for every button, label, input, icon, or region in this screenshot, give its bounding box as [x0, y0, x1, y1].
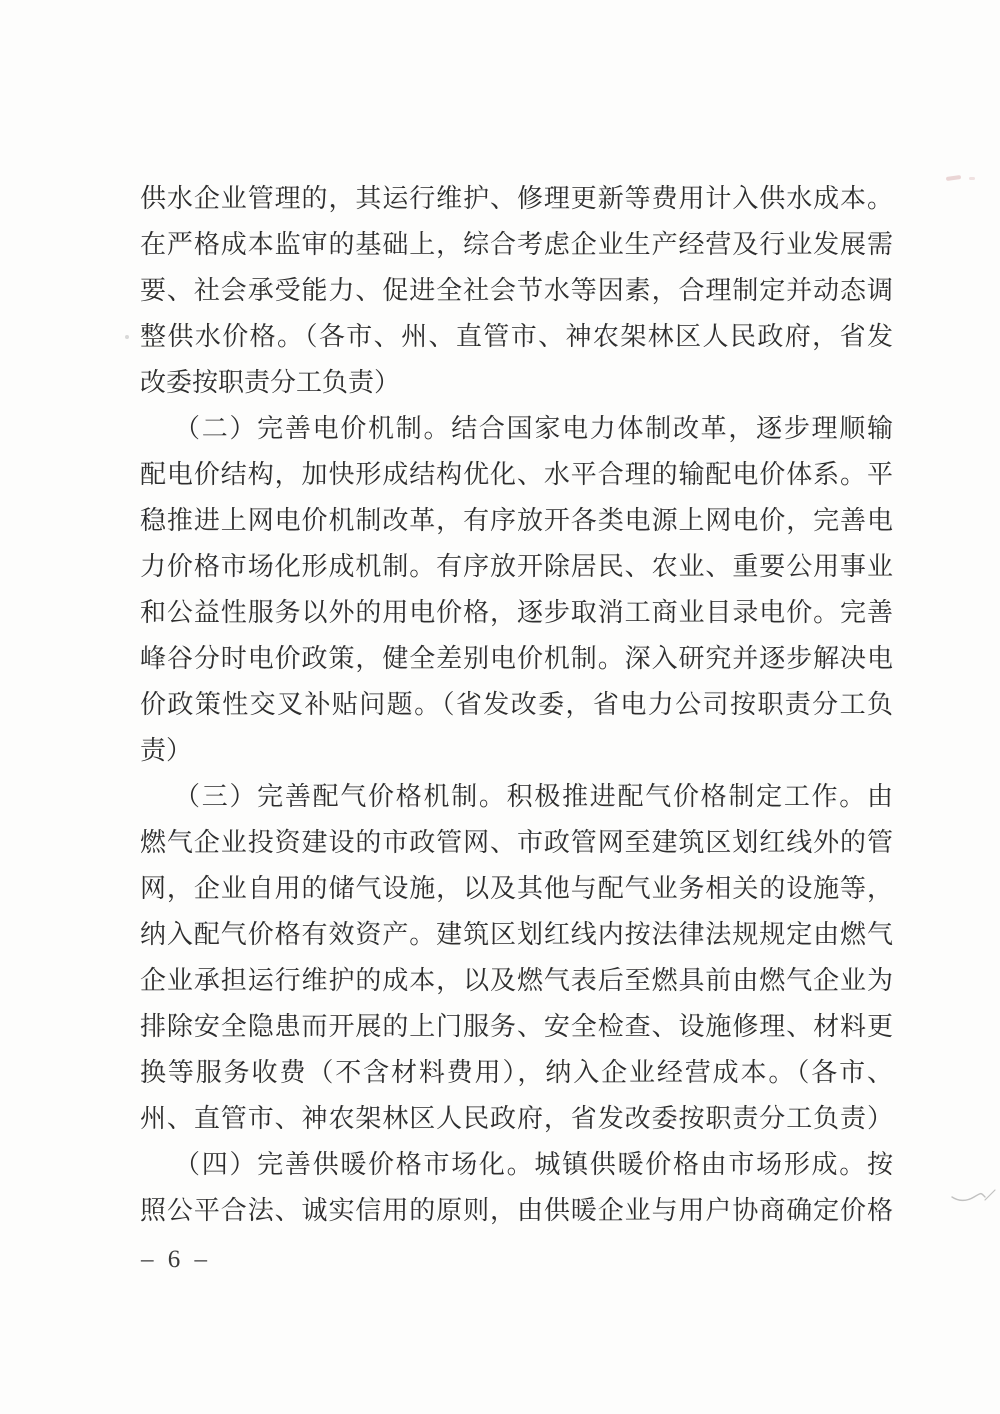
text-line: 稳推进上网电价机制改革，有序放开各类电源上网电价，完善电: [140, 506, 893, 535]
page-number: – 6 –: [141, 1246, 211, 1273]
scan-ink-dot-artifact: [125, 335, 129, 339]
text-line: 要、社会承受能力、促进全社会节水等因素，合理制定并动态调: [140, 276, 893, 305]
document-body: [140, 176, 893, 1234]
text-line: 州、直管市、神农架林区人民政府，省发改委按职责分工负责）: [140, 1104, 893, 1133]
scan-squiggle-artifact: [950, 1186, 1000, 1208]
text-line: 企业承担运行维护的成本，以及燃气表后至燃具前由燃气企业为: [140, 966, 893, 995]
text-line: （四）完善供暖价格市场化。城镇供暖价格由市场形成。按: [174, 1150, 893, 1179]
text-line: 整供水价格。（各市、州、直管市、神农架林区人民政府，省发: [140, 322, 893, 351]
squiggle-wave-path: [952, 1194, 985, 1201]
text-line: 在严格成本监审的基础上，综合考虑企业生产经营及行业发展需: [140, 230, 893, 259]
text-line: 责）: [140, 736, 193, 765]
text-line: 和公益性服务以外的用电价格，逐步取消工商业目录电价。完善: [140, 598, 893, 627]
text-line: 排除安全隐患而开展的上门服务、安全检查、设施修理、材料更: [140, 1012, 893, 1041]
text-line: 配电价结构，加快形成结构优化、水平合理的输配电价体系。平: [140, 460, 893, 489]
text-line: 网，企业自用的储气设施，以及其他与配气业务相关的设施等，: [140, 874, 893, 903]
paragraph-4: [140, 1142, 893, 1234]
text-line: 改委按职责分工负责）: [140, 368, 401, 397]
text-line: 照公平合法、诚实信用的原则，由供暖企业与用户协商确定价格: [140, 1196, 893, 1225]
scan-pink-mark-artifact: [946, 175, 961, 181]
paragraph-1: [140, 176, 893, 406]
text-line: 价政策性交叉补贴问题。（省发改委，省电力公司按职责分工负: [140, 690, 893, 719]
paragraph-2: [140, 406, 893, 774]
squiggle-slash-path: [985, 1190, 995, 1200]
scan-pink-speck-artifact: [969, 177, 975, 180]
text-line: 燃气企业投资建设的市政管网、市政管网至建筑区划红线外的管: [140, 828, 893, 857]
paragraph-3: [140, 774, 893, 1142]
text-line: 力价格市场化形成机制。有序放开除居民、农业、重要公用事业: [140, 552, 893, 581]
text-line: （二）完善电价机制。结合国家电力体制改革，逐步理顺输: [174, 414, 893, 443]
text-line: 换等服务收费（不含材料费用），纳入企业经营成本。（各市、: [140, 1058, 893, 1087]
text-line: （三）完善配气价格机制。积极推进配气价格制定工作。由: [174, 782, 893, 811]
text-line: 供水企业管理的，其运行维护、修理更新等费用计入供水成本。: [140, 184, 893, 213]
text-line: 峰谷分时电价政策，健全差别电价机制。深入研究并逐步解决电: [140, 644, 893, 673]
text-line: 纳入配气价格有效资产。建筑区划红线内按法律法规规定由燃气: [140, 920, 893, 949]
